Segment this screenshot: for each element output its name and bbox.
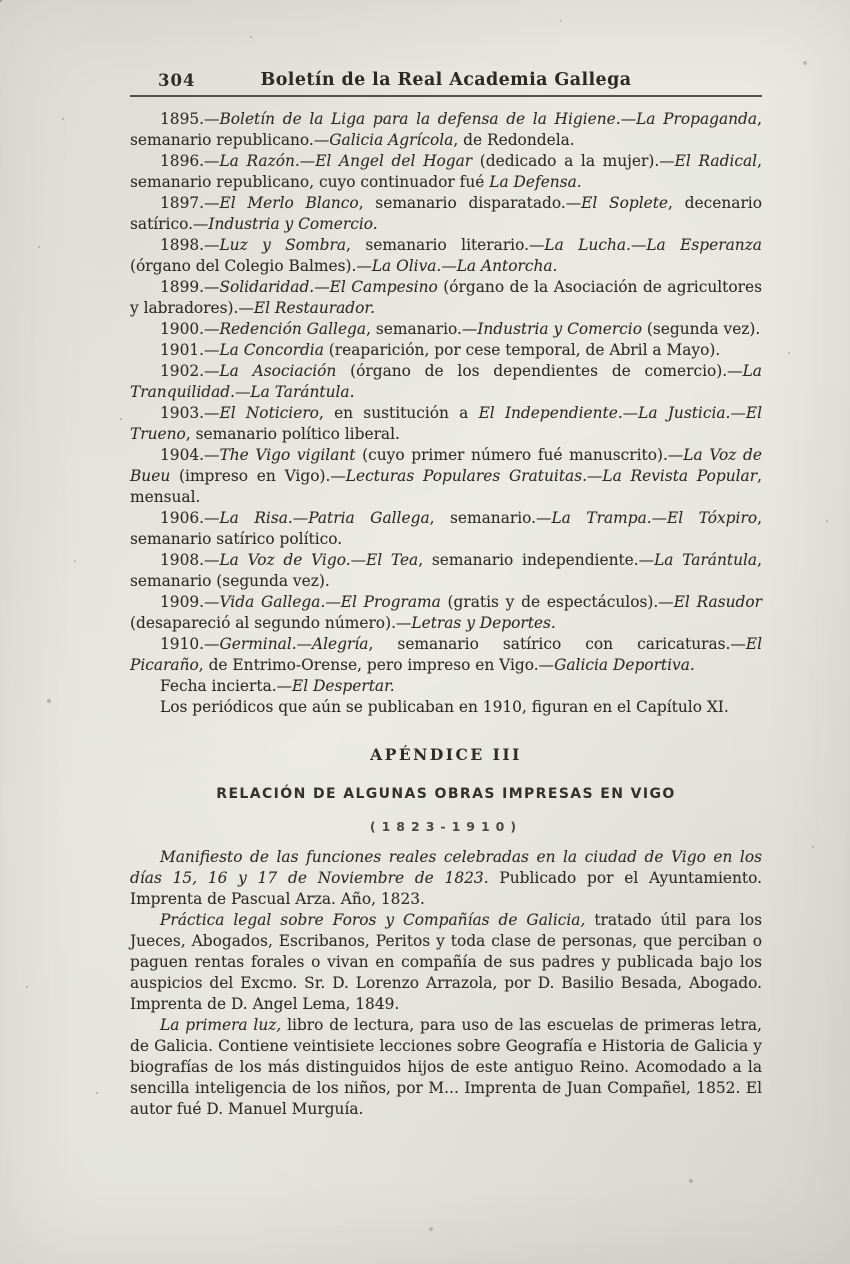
body-text: (órgano de la Asociación de agricultores y labradores).— xyxy=(130,278,763,317)
body-text: , semanario independiente.— xyxy=(418,551,655,569)
periodical-title-italic: La primera luz, xyxy=(160,1016,282,1034)
periodical-title-italic: Industria y Comercio xyxy=(477,320,642,338)
body-text: 1910.— xyxy=(160,635,220,653)
header-title: Boletín de la Real Academia Gallega xyxy=(260,70,632,90)
body-text: , semanario republicano.— xyxy=(130,110,762,149)
body-text: 1895.— xyxy=(160,110,220,128)
periodical-title-italic: El Soplete xyxy=(581,194,669,212)
periodical-title-italic: El Radical xyxy=(674,152,758,170)
paragraph xyxy=(130,109,762,151)
appendix-date-range: (1823-1910) xyxy=(369,819,523,834)
body-text: 1896.— xyxy=(160,152,220,170)
paragraph xyxy=(130,235,762,277)
body-text: , semanario.— xyxy=(429,509,552,527)
periodical-title-italic: El Despertar. xyxy=(292,677,395,695)
periodical-title-italic: La Tranquilidad.—La Tarántula. xyxy=(130,362,762,401)
periodical-title-italic: Manifiesto de las funciones reales celebradas en la ciudad de Vigo en los días 15, 16 y 17 de Noviembre de 1823. xyxy=(130,848,762,887)
body-text: (impreso en Vigo).— xyxy=(170,467,346,485)
periodical-title-italic: Galicia Agrícola xyxy=(329,131,454,149)
periodical-title-italic: La Trampa.—El Tóxpiro xyxy=(551,509,758,527)
periodical-title-italic: Galicia Deportiva. xyxy=(554,656,695,674)
body-text: — xyxy=(314,278,330,296)
periodical-title-italic: El Picaraño xyxy=(130,635,762,674)
periodical-title-italic: El Independiente.—La Justicia.—El Trueno xyxy=(130,404,762,443)
body-text: , semanario satírico político. xyxy=(130,509,762,548)
body-text: 1902.— xyxy=(160,362,220,380)
periodical-title-italic: La Voz de Bueu xyxy=(130,446,762,485)
paragraph xyxy=(130,634,762,676)
body-text: (segunda vez). xyxy=(642,320,761,338)
paragraph xyxy=(130,676,762,697)
body-text: , en sustitución a xyxy=(318,404,479,422)
body-text: Fecha incierta.— xyxy=(160,677,293,695)
paragraph xyxy=(130,592,762,634)
periodical-title-italic: El Restaurador. xyxy=(253,299,375,317)
paragraph xyxy=(130,340,762,361)
body-text: (gratis y de espectáculos).— xyxy=(440,593,674,611)
body-text: Los periódicos que aún se publicaban en 1910, figuran en el Capítulo XI. xyxy=(160,698,729,716)
periodical-title-italic: Solidaridad. xyxy=(219,278,315,296)
periodical-title-italic: El Rasudor xyxy=(673,593,762,611)
periodical-title-italic: Luz y Sombra xyxy=(219,236,347,254)
body-text: Publicado por el Ayuntamiento. Imprenta de Pascual Arza. Año, 1823. xyxy=(130,869,762,908)
body-text: , semanario literario.— xyxy=(346,236,545,254)
page-header xyxy=(130,70,762,97)
body-text: , semanario disparatado.— xyxy=(358,194,582,212)
periodical-title-italic: Lecturas Populares Gratuitas.—La Revista Popular xyxy=(345,467,758,485)
body-text: — xyxy=(299,152,316,170)
appendix-subtitle: RELACIÓN DE ALGUNAS OBRAS IMPRESAS EN VIGO xyxy=(216,786,676,802)
body-text: , semanario.— xyxy=(366,320,478,338)
body-text: , semanario político liberal. xyxy=(185,425,400,443)
paragraph xyxy=(130,847,762,910)
periodical-title-italic: La Oliva.—La Antorcha. xyxy=(371,257,558,275)
works-list xyxy=(130,847,762,1120)
periodicals-list xyxy=(130,109,762,718)
body-text: (desapareció al segundo número).— xyxy=(130,614,412,632)
periodical-title-italic: Práctica legal sobre Foros y Compañías de Galicia, xyxy=(160,911,586,929)
body-text: (cuyo primer número fué manuscrito).— xyxy=(355,446,684,464)
paragraph xyxy=(130,151,762,193)
body-text: tratado útil para los Jueces, Abogados, Escribanos, Peritos y toda clase de personas, que perciban o paguen rentas forales o vivan en compañía de sus padres y publicada bajo los auspicios del Excmo. Sr. D. Lorenzo Arrazola, por D. Basilio Besada, Abogado. Imprenta de D. Angel Lema, 1849. xyxy=(130,911,762,1013)
periodical-title-italic: La Risa.—Patria Gallega xyxy=(219,509,430,527)
scan-noise xyxy=(0,0,2,2)
body-text: 1899.— xyxy=(160,278,220,296)
body-text: 1909.— xyxy=(160,593,220,611)
body-text: 1901.— xyxy=(160,341,220,359)
periodical-title-italic: El Angel del Hogar xyxy=(315,152,473,170)
body-text: — xyxy=(630,236,647,254)
body-text: , semanario (segunda vez). xyxy=(130,551,762,590)
body-text: 1908.— xyxy=(160,551,220,569)
body-text: , semanario republicano, cuyo continuador fué xyxy=(130,152,762,191)
body-text: — xyxy=(620,110,637,128)
body-text: 1906.— xyxy=(160,509,220,527)
periodical-title-italic: Letras y Deportes. xyxy=(411,614,556,632)
periodical-title-italic: La Tarántula xyxy=(654,551,758,569)
body-text: libro de lectura, para uso de las escuelas de primeras letra, de Galicia. Contiene veintisiete lecciones sobre Geografía e Historia de Galicia y biografías de los más distinguidos hijos de este antiguo Reino. Acomodado a la sencilla inteligencia de los niños, por M... Imprenta de Juan Compañel, 1852. El autor fué D. Manuel Murguía. xyxy=(130,1016,762,1118)
body-text: , de Redondela. xyxy=(453,131,575,149)
periodical-title-italic: La Razón. xyxy=(219,152,300,170)
body-text: (reaparición, por cese temporal, de Abril a Mayo). xyxy=(323,341,721,359)
periodical-title-italic: Vida Gallega.—El Programa xyxy=(219,593,441,611)
periodical-title-italic: La Concordia xyxy=(219,341,324,359)
paragraph xyxy=(130,403,762,445)
periodical-title-italic: Industria y Comercio. xyxy=(208,215,378,233)
body-text: 1900.— xyxy=(160,320,220,338)
periodical-title-italic: La Defensa. xyxy=(489,173,582,191)
paragraph xyxy=(130,361,762,403)
body-text: , decenario satírico.— xyxy=(130,194,762,233)
periodical-title-italic: The Vigo vigilant xyxy=(219,446,356,464)
periodical-title-italic: Germinal.—Alegría xyxy=(219,635,369,653)
periodical-title-italic: La Lucha. xyxy=(544,236,631,254)
body-text: (órgano del Colegio Balmes).— xyxy=(130,257,372,275)
body-text: 1903.— xyxy=(160,404,220,422)
periodical-title-italic: El Merlo Blanco xyxy=(219,194,359,212)
periodical-title-italic: La Esperanza xyxy=(646,236,762,254)
periodical-title-italic: La Propaganda xyxy=(636,110,758,128)
paragraph xyxy=(130,445,762,508)
paragraph xyxy=(130,319,762,340)
paragraph xyxy=(130,550,762,592)
page-number: 304 xyxy=(158,71,196,90)
body-text: , mensual. xyxy=(130,467,762,506)
periodical-title-italic: Boletín de la Liga para la defensa de la Higiene. xyxy=(219,110,621,128)
body-text: 1898.— xyxy=(160,236,220,254)
paragraph xyxy=(130,1015,762,1120)
body-text: (órgano de los dependientes de comercio).— xyxy=(336,362,743,380)
body-text: , semanario satírico con caricaturas.— xyxy=(368,635,746,653)
paragraph xyxy=(130,193,762,235)
body-text: 1904.— xyxy=(160,446,220,464)
body-text: , de Entrimo-Orense, pero impreso en Vigo.— xyxy=(198,656,555,674)
appendix-title: APÉNDICE III xyxy=(370,745,522,764)
body-text: (dedicado a la mujer).— xyxy=(472,152,675,170)
paragraph xyxy=(130,508,762,550)
paragraph xyxy=(130,277,762,319)
periodical-title-italic: El Campesino xyxy=(329,278,438,296)
periodical-title-italic: Redención Gallega xyxy=(219,320,367,338)
periodical-title-italic: La Voz de Vigo.—El Tea xyxy=(219,551,419,569)
paragraph xyxy=(130,697,762,718)
body-text: 1897.— xyxy=(160,194,220,212)
periodical-title-italic: La Asociación xyxy=(219,362,337,380)
periodical-title-italic: El Noticiero xyxy=(219,404,319,422)
paragraph xyxy=(130,910,762,1015)
